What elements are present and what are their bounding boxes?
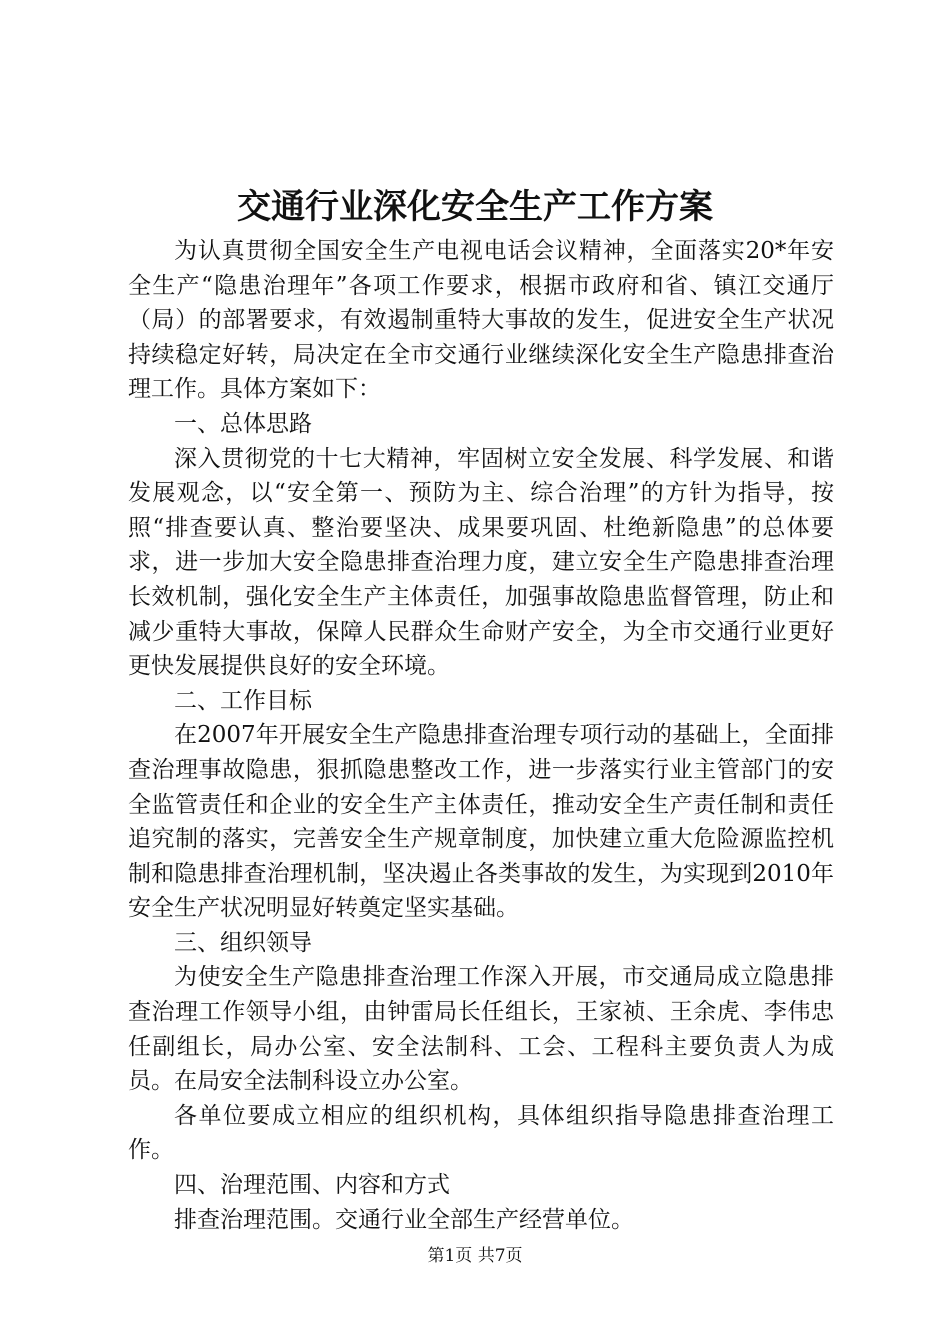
section-4-paragraph-1: 排查治理范围。交通行业全部生产经营单位。 — [174, 1206, 634, 1233]
section-3-paragraph-2: 各单位要成立相应的组织机构，具体组织指导隐患排查治理工作。 — [128, 1102, 834, 1164]
page-number-footer: 第1页 共7页 — [427, 1246, 523, 1266]
intro-paragraph: 为认真贯彻全国安全生产电视电话会议精神，全面落实20*年安全生产“隐患治理年”各项工作要求，根据市政府和省、镇江交通厅（局）的部署要求，有效遏制重特大事故的发生，促进安全生产状况持续稳定好转，局决定在全市交通行业继续深化安全生产隐患排查治理工作。具体方案如下： — [128, 238, 834, 403]
document-body — [128, 234, 834, 1237]
section-2-paragraph: 在2007年开展安全生产隐患排查治理专项行动的基础上，全面排查治理事故隐患，狠抓隐患整改工作，进一步落实行业主管部门的安全监管责任和企业的安全生产主体责任，推动安全生产责任制和责任追究制的落实，完善安全生产规章制度，加快建立重大危险源监控机制和隐患排查治理机制，坚决遏止各类事故的发生，为实现到2010年安全生产状况明显好转奠定坚实基础。 — [128, 722, 834, 922]
section-heading-1: 一、总体思路 — [174, 410, 312, 437]
section-3-paragraph-1: 为使安全生产隐患排查治理工作深入开展，市交通局成立隐患排查治理工作领导小组，由钟雷局长任组长，王家祯、王余虎、李伟忠任副组长，局办公室、安全法制科、工会、工程科主要负责人为成员。在局安全法制科设立办公室。 — [128, 964, 834, 1095]
document-title: 交通行业深化安全生产工作方案 — [237, 187, 713, 227]
section-1-paragraph: 深入贯彻党的十七大精神，牢固树立安全发展、科学发展、和谐发展观念，以“安全第一、预防为主、综合治理”的方针为指导，按照“排查要认真、整治要坚决、成果要巩固、杜绝新隐患”的总体要求，进一步加大安全隐患排查治理力度，建立安全生产隐患排查治理长效机制，强化安全生产主体责任，加强事故隐患监督管理，防止和减少重特大事故，保障人民群众生命财产安全，为全市交通行业更好更快发展提供良好的安全环境。 — [128, 445, 834, 680]
section-heading-3: 三、组织领导 — [174, 929, 312, 956]
section-heading-2: 二、工作目标 — [174, 687, 312, 714]
section-heading-4: 四、治理范围、内容和方式 — [174, 1172, 450, 1199]
